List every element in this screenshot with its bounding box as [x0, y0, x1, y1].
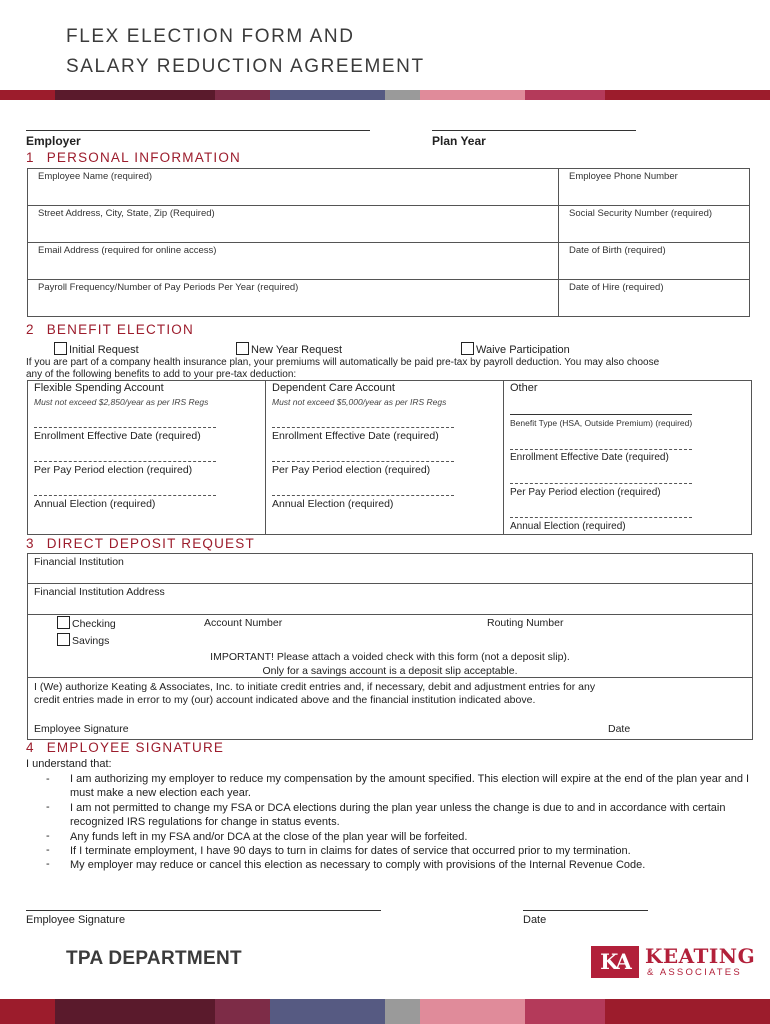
dd-date-label: Date	[608, 723, 631, 735]
employee-signature-line[interactable]	[26, 910, 381, 911]
initial-request-option[interactable]: Initial Request	[54, 342, 139, 356]
important-note-line1: IMPORTANT! Please attach a voided check with this form (not a deposit slip).	[210, 651, 570, 663]
financial-institution-field[interactable]	[27, 553, 753, 584]
fsa-annual-label: Annual Election (required)	[34, 498, 156, 510]
payroll-frequency-field[interactable]: Payroll Frequency/Number of Pay Periods Per Year (required)	[28, 280, 559, 317]
other-effective-date-label: Enrollment Effective Date (required)	[510, 452, 669, 463]
fsa-title: Flexible Spending Account	[34, 382, 164, 394]
signature-date-line[interactable]	[523, 910, 648, 911]
dca-per-pay-label: Per Pay Period election (required)	[272, 464, 431, 476]
ssn-field[interactable]: Social Security Number (required)	[559, 206, 750, 243]
dca-annual-label: Annual Election (required)	[272, 498, 394, 510]
section-1-heading: 1 PERSONAL INFORMATION	[26, 150, 241, 165]
dca-per-pay-line[interactable]	[272, 461, 454, 462]
institution-address-label: Financial Institution Address	[34, 586, 165, 598]
benefit-note-line1: If you are part of a company health insurance plan, your premiums will automatically be paid pre-tax by payroll deduction. You may also choose	[26, 357, 660, 368]
dd-signature-label: Employee Signature	[34, 723, 129, 735]
routing-number-label: Routing Number	[487, 617, 564, 629]
employer-label: Employer	[26, 134, 81, 148]
understand-intro: I understand that:	[26, 758, 112, 770]
acknowledgement-5: My employer may reduce or cancel this election as necessary to comply with provisions of the Internal Revenue Code.	[70, 859, 646, 871]
dca-effective-date-label: Enrollment Effective Date (required)	[272, 430, 439, 442]
initial-request-checkbox[interactable]	[54, 342, 67, 355]
waive-participation-option[interactable]: Waive Participation	[461, 342, 570, 356]
employee-phone-field[interactable]: Employee Phone Number	[559, 169, 750, 206]
form-title-line2: SALARY REDUCTION AGREEMENT	[66, 56, 425, 77]
account-number-label: Account Number	[204, 617, 283, 629]
plan-year-label: Plan Year	[432, 134, 486, 148]
important-note-line2: Only for a savings account is a deposit slip acceptable.	[262, 665, 518, 677]
other-annual-line[interactable]	[510, 517, 692, 518]
acknowledgement-3: Any funds left in my FSA and/or DCA at the close of the plan year will be forfeited.	[70, 831, 468, 843]
new-year-request-option[interactable]: New Year Request	[236, 342, 342, 356]
fsa-limit: Must not exceed $2,850/year as per IRS Regs	[34, 397, 209, 407]
acknowledgement-2: I am not permitted to change my FSA or DCA elections during the plan year unless the change is due to and in accordance with certain recognized IRS regulations for change in status events.	[70, 802, 726, 829]
authorization-line2: credit entries made in error to my (our) account indicated above and the financial institution indicated above.	[34, 694, 536, 706]
section-2-heading: 2 BENEFIT ELECTION	[26, 322, 194, 337]
financial-institution-label: Financial Institution	[34, 556, 124, 568]
dca-effective-date-line[interactable]	[272, 427, 454, 428]
employer-line[interactable]	[26, 130, 370, 131]
plan-year-line[interactable]	[432, 130, 636, 131]
acknowledgement-4: If I terminate employment, I have 90 days to turn in claims for dates of service that occurred prior to my termination.	[70, 845, 631, 857]
dca-limit: Must not exceed $5,000/year as per IRS Regs	[272, 397, 447, 407]
employee-signature-label: Employee Signature	[26, 914, 126, 926]
savings-checkbox[interactable]	[57, 633, 70, 646]
benefit-note-line2: any of the following benefits to add to your pre-tax deduction:	[26, 369, 297, 380]
fsa-effective-date-line[interactable]	[34, 427, 216, 428]
other-annual-label: Annual Election (required)	[510, 521, 626, 532]
acknowledgement-1: I am authorizing my employer to reduce my compensation by the amount specified. This election will expire at the end of the plan year and I must make a new election each year.	[70, 773, 750, 800]
fsa-per-pay-line[interactable]	[34, 461, 216, 462]
fsa-annual-line[interactable]	[34, 495, 216, 496]
logo-mark-icon: KA	[591, 946, 639, 978]
address-field[interactable]: Street Address, City, State, Zip (Required)	[28, 206, 559, 243]
other-per-pay-label: Per Pay Period election (required)	[510, 487, 661, 498]
checking-option[interactable]: Checking	[57, 616, 116, 630]
hire-date-field[interactable]: Date of Hire (required)	[559, 280, 750, 317]
section-4-heading: 4 EMPLOYEE SIGNATURE	[26, 740, 225, 755]
dca-title: Dependent Care Account	[272, 382, 395, 394]
form-title-line1: FLEX ELECTION FORM AND	[66, 26, 355, 47]
email-field[interactable]: Email Address (required for online access)	[28, 243, 559, 280]
authorization-line1: I (We) authorize Keating & Associates, Inc. to initiate credit entries and, if necessary, debit and adjustment entries for any	[34, 681, 596, 693]
personal-info-table	[27, 168, 750, 317]
employee-name-field[interactable]: Employee Name (required)	[28, 169, 559, 206]
dca-annual-line[interactable]	[272, 495, 454, 496]
fsa-effective-date-label: Enrollment Effective Date (required)	[34, 430, 201, 442]
header-color-bar	[0, 90, 770, 100]
logo-sub: & ASSOCIATES	[647, 967, 742, 978]
dob-field[interactable]: Date of Birth (required)	[559, 243, 750, 280]
other-effective-date-line[interactable]	[510, 449, 692, 450]
section-3-heading: 3 DIRECT DEPOSIT REQUEST	[26, 536, 255, 551]
new-year-request-checkbox[interactable]	[236, 342, 249, 355]
benefit-type-line[interactable]	[510, 414, 692, 415]
other-title: Other	[510, 382, 538, 394]
keating-logo	[591, 944, 756, 980]
signature-date-label: Date	[523, 914, 547, 926]
fsa-per-pay-label: Per Pay Period election (required)	[34, 464, 193, 476]
footer-color-bar	[0, 999, 770, 1024]
savings-option[interactable]: Savings	[57, 633, 109, 647]
waive-participation-checkbox[interactable]	[461, 342, 474, 355]
tpa-department-label: TPA DEPARTMENT	[66, 948, 242, 969]
checking-checkbox[interactable]	[57, 616, 70, 629]
benefit-type-label: Benefit Type (HSA, Outside Premium) (required)	[510, 418, 693, 428]
other-per-pay-line[interactable]	[510, 483, 692, 484]
logo-name: KEATING	[645, 944, 756, 968]
